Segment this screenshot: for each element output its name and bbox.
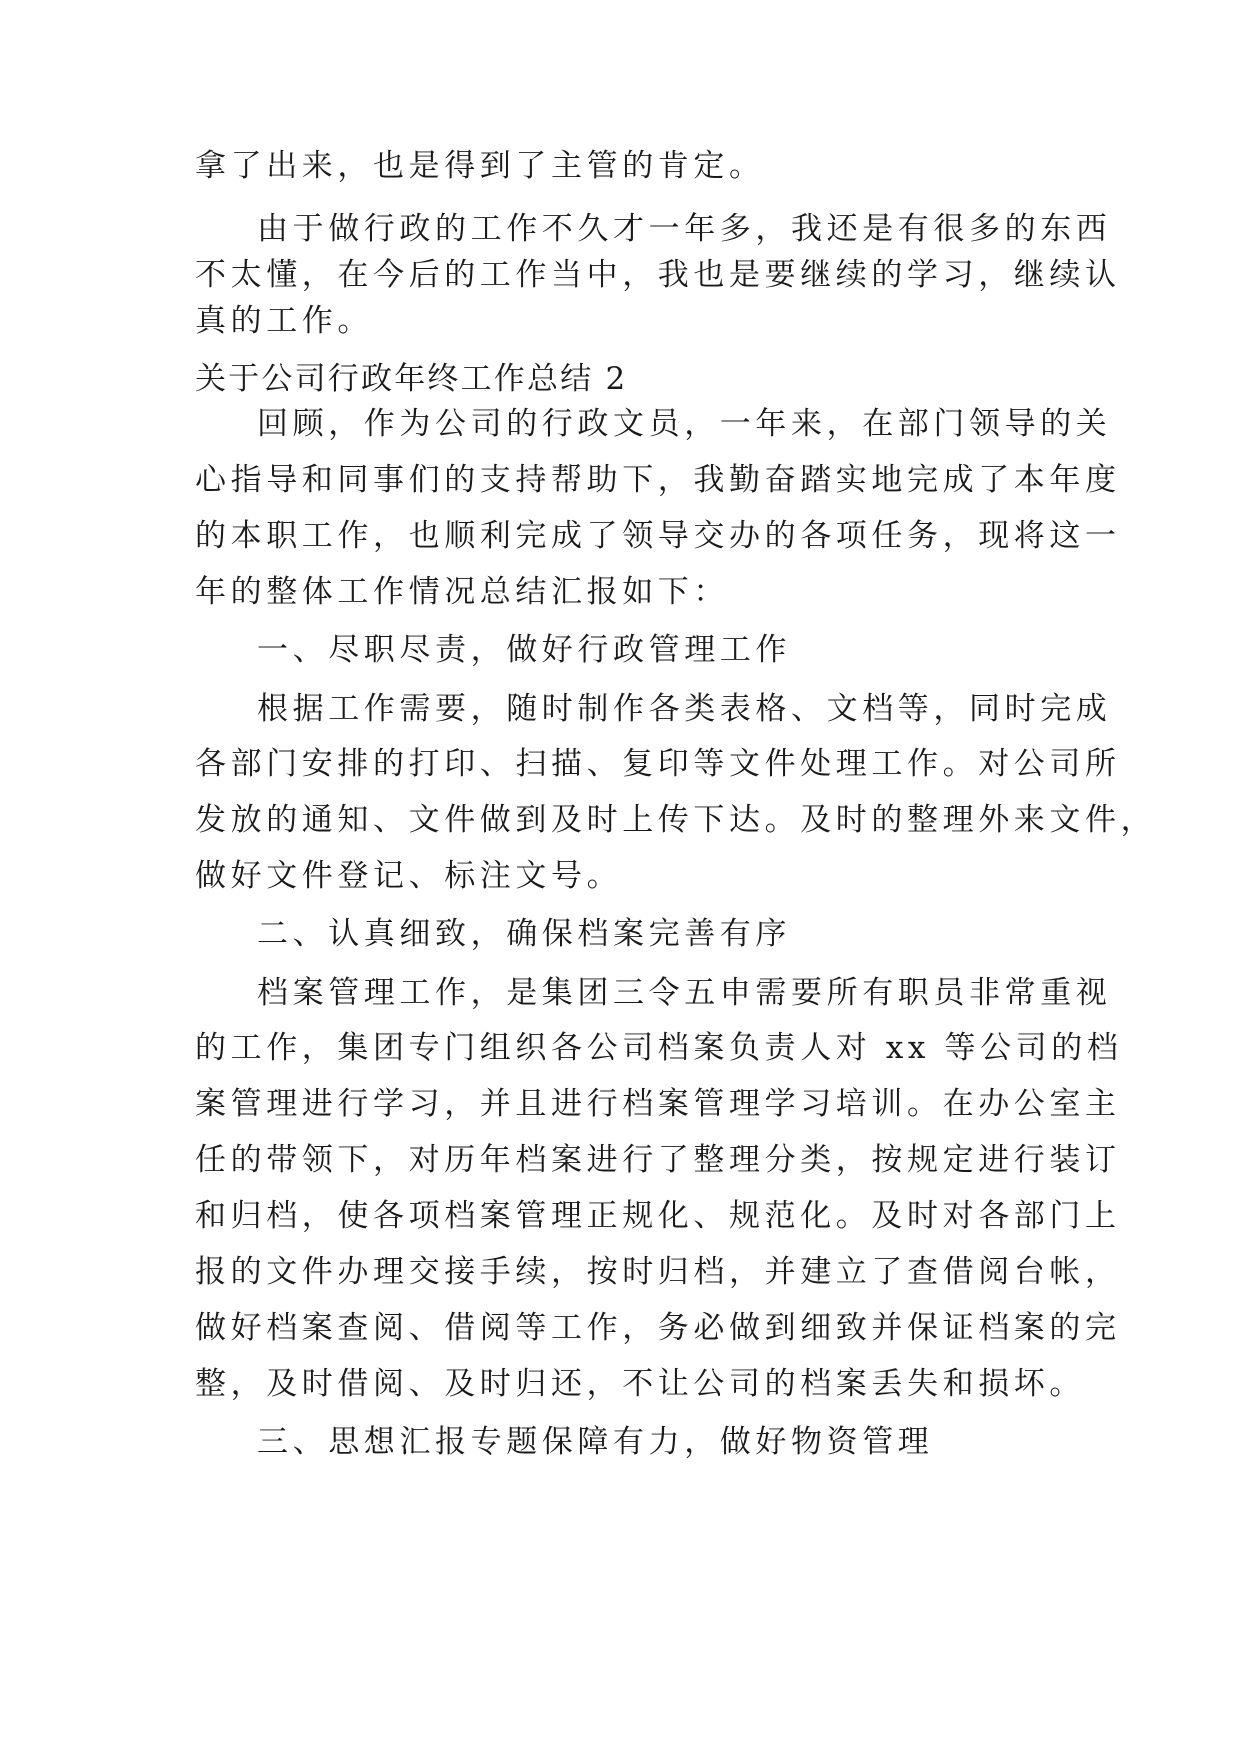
subheading-line: 二、认真细致，确保档案完善有序 xyxy=(257,916,791,952)
paragraph-line: 任的带领下，对历年档案进行了整理分类，按规定进行装订 xyxy=(195,1142,1121,1178)
paragraph-line: 根据工作需要，随时制作各类表格、文档等，同时完成 xyxy=(257,691,1112,727)
paragraph-line: 整，及时借阅、及时归还，不让公司的档案丢失和损坏。 xyxy=(195,1366,1085,1402)
paragraph-line: 案管理进行学习，并且进行档案管理学习培训。在办公室主 xyxy=(195,1086,1121,1122)
paragraph-line: 不太懂，在今后的工作当中，我也是要继续的学习，继续认 xyxy=(195,257,1121,293)
paragraph-line: 的工作，集团专门组织各公司档案负责人对 xx 等公司的档 xyxy=(195,1030,1123,1066)
paragraph-line: 做好档案查阅、借阅等工作，务必做到细致并保证档案的完 xyxy=(195,1310,1121,1346)
paragraph-line: 报的文件办理交接手续，按时归档，并建立了查借阅台帐， xyxy=(195,1254,1121,1290)
paragraph-line: 真的工作。 xyxy=(195,303,373,339)
subheading-line: 一、尽职尽责，做好行政管理工作 xyxy=(257,632,791,668)
paragraph-line: 做好文件登记、标注文号。 xyxy=(195,858,623,894)
paragraph-line: 拿了出来，也是得到了主管的肯定。 xyxy=(195,148,765,184)
paragraph-line: 的本职工作，也顺利完成了领导交办的各项任务，现将这一 xyxy=(195,518,1121,554)
paragraph-line: 发放的通知、文件做到及时上传下达。及时的整理外来文件， xyxy=(195,802,1157,838)
paragraph-line: 和归档，使各项档案管理正规化、规范化。及时对各部门上 xyxy=(195,1198,1121,1234)
paragraph-line: 年的整体工作情况总结汇报如下： xyxy=(195,574,729,610)
paragraph-line: 各部门安排的打印、扫描、复印等文件处理工作。对公司所 xyxy=(195,746,1121,782)
paragraph-line: 档案管理工作，是集团三令五申需要所有职员非常重视 xyxy=(257,975,1112,1011)
subheading-line: 三、思想汇报专题保障有力，做好物资管理 xyxy=(257,1424,934,1460)
paragraph-line: 回顾，作为公司的行政文员，一年来，在部门领导的关 xyxy=(257,406,1112,442)
paragraph-line: 由于做行政的工作不久才一年多，我还是有很多的东西 xyxy=(257,211,1112,247)
paragraph-line: 心指导和同事们的支持帮助下，我勤奋踏实地完成了本年度 xyxy=(195,462,1121,498)
section-heading: 关于公司行政年终工作总结 2 xyxy=(195,361,628,397)
